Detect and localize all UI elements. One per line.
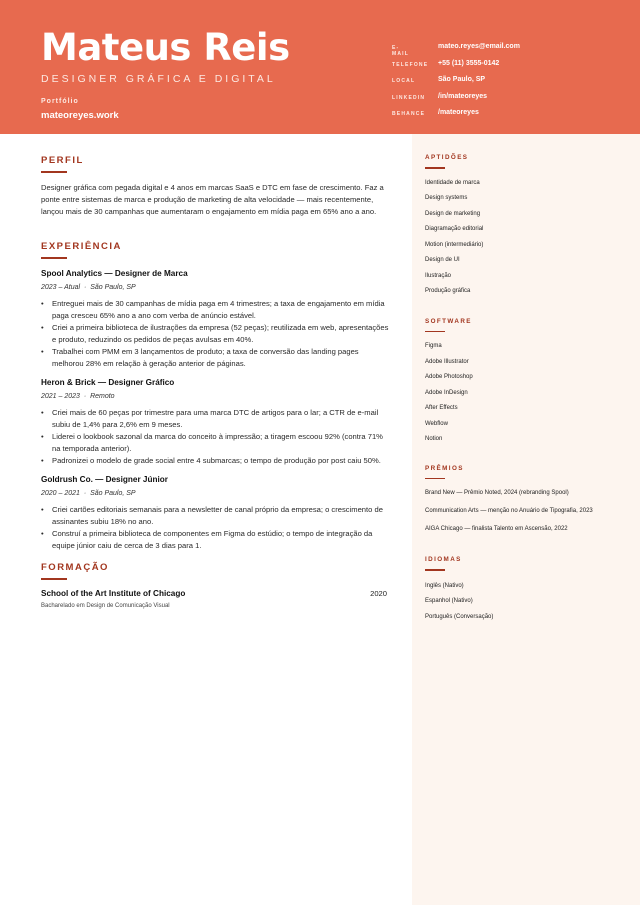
job-bullet: • Entreguei mais de 30 campanhas de mídia paga em 4 trimestres; a taxa de engajamento em mídia paga cresceu 65% ano a ano com verba de anúncio estável.: [41, 299, 385, 320]
language-item: Inglês (Nativo): [425, 582, 464, 589]
job-bullet: • Criei cartões editoriais semanais para a newsletter de canal próprio da empresa; o crescimento de assinantes subiu 18% no ano.: [41, 505, 383, 526]
portfolio-label: Portfólio: [41, 98, 79, 105]
software-list: [425, 343, 625, 452]
skill-item: Motion (intermediário): [425, 241, 484, 248]
skill-item: Produção gráfica: [425, 288, 471, 294]
job-bullets: [41, 298, 389, 370]
job-location: São Paulo, SP: [90, 284, 136, 291]
candidate-name: Mateus Reis: [41, 26, 290, 69]
job-period: 2020 – 2021: [41, 490, 80, 497]
education-school: School of the Art Institute of Chicago: [41, 589, 186, 598]
skills-rule: [425, 167, 445, 169]
education-heading: FORMAÇÃO: [41, 562, 109, 573]
software-item: Webflow: [425, 420, 448, 427]
education-year: 2020: [370, 589, 387, 598]
software-item: After Effects: [425, 405, 458, 411]
profile-text: Designer gráfica com pegada digital e 4 anos em marcas SaaS e DTC em fase de crescimento. Faz a ponte entre sistemas de marca e produção de marketing de alta velocidade — mais recentemente, lançou mais de 30 campanhas que aumentaram o engajamento em mídia paga em 65% ano a ano.: [41, 183, 384, 216]
job-bullets: [41, 504, 389, 552]
skill-item: Diagramação editorial: [425, 226, 484, 232]
job-meta: 2021 – 2023 · Remoto: [41, 393, 115, 400]
profile-heading: PERFIL: [41, 155, 84, 166]
sidebar-content: [425, 134, 625, 629]
contact-label: LINKEDIN: [392, 94, 426, 101]
candidate-role: DESIGNER GRÁFICA E DIGITAL: [41, 73, 276, 85]
language-item: Português (Conversação): [425, 613, 494, 620]
job-meta: 2023 – Atual · São Paulo, SP: [41, 284, 136, 291]
award-item: Brand New — Prêmio Noted, 2024 (rebranding Spool): [425, 490, 569, 496]
job-title: Goldrush Co. — Designer Júnior: [41, 475, 168, 484]
contact-phone[interactable]: +55 (11) 3555-0142: [438, 59, 500, 67]
sidebar: [412, 134, 640, 905]
award-item: Communication Arts — menção no Anuário de Tipografia, 2023: [425, 508, 593, 514]
experience-rule: [41, 257, 67, 259]
contact-location: São Paulo, SP: [438, 76, 486, 84]
software-item: Figma: [425, 343, 442, 349]
software-item: Adobe InDesign: [425, 389, 468, 396]
software-item: Notion: [425, 436, 443, 442]
job-title: Spool Analytics — Designer de Marca: [41, 269, 188, 278]
software-item: Adobe Photoshop: [425, 374, 473, 380]
experience-heading: EXPERIÊNCIA: [41, 241, 122, 252]
contact-label: LOCAL: [392, 78, 416, 85]
skills-list: [425, 180, 625, 304]
awards-rule: [425, 478, 445, 480]
software-heading: SOFTWARE: [425, 317, 472, 325]
job-title: Heron & Brick — Designer Gráfico: [41, 378, 175, 387]
contact-label: BEHANCE: [392, 111, 426, 118]
portfolio-link[interactable]: mateoreyes.work: [41, 110, 119, 121]
contact-label: TELEFONE: [392, 61, 429, 68]
contact-label: E-MAIL: [392, 45, 410, 57]
awards-heading: PRÊMIOS: [425, 464, 464, 472]
job-bullet: • Trabalhei com PMM em 3 lançamentos de produto; a taxa de conversão das landing pages melhorou 28% em relação à geração anterior de páginas.: [41, 347, 359, 368]
job-entry: [41, 378, 389, 467]
languages-heading: IDIOMAS: [425, 556, 462, 563]
job-bullet: • Construí a primeira biblioteca de componentes em Figma do estúdio; o tempo de integração da equipe júnior caiu de cerca de 3 dias para 1.: [41, 529, 373, 550]
contact-behance[interactable]: /mateoreyes: [438, 109, 479, 117]
skill-item: Design de marketing: [425, 210, 481, 217]
job-meta: 2020 – 2021 · São Paulo, SP: [41, 490, 136, 497]
job-entry: [41, 475, 389, 552]
skill-item: Identidade de marca: [425, 179, 480, 186]
profile-rule: [41, 171, 67, 173]
job-entry: [41, 269, 389, 370]
skill-item: Ilustração: [425, 272, 452, 279]
software-item: Adobe Illustrator: [425, 358, 469, 365]
education-degree: Bacharelado em Design de Comunicação Visual: [41, 603, 170, 609]
education-entry: [41, 589, 389, 609]
skill-item: Design de UI: [425, 257, 460, 263]
award-item: AIGA Chicago — finalista Talento em Ascensão, 2022: [425, 526, 568, 532]
job-location: Remoto: [90, 393, 115, 400]
contact-linkedin[interactable]: /in/mateoreyes: [438, 92, 488, 100]
main-column: [41, 134, 389, 609]
job-period: 2023 – Atual: [41, 284, 81, 291]
job-bullet: • Padronizei o modelo de grade social entre 4 submarcas; o tempo de produção por post caiu 50%.: [41, 456, 381, 465]
contact-email[interactable]: mateo.reyes@email.com: [438, 43, 520, 50]
language-item: Espanhol (Nativo): [425, 598, 473, 604]
job-bullet: • Criei a primeira biblioteca de ilustrações da empresa (52 peças); reutilizada em web, apresentações e produto, reduzindo os pedidos de peças avulsas em 40%.: [41, 323, 389, 344]
job-location: São Paulo, SP: [90, 490, 136, 497]
job-period: 2021 – 2023: [41, 393, 80, 400]
job-bullet: • Liderei o lookbook sazonal da marca do conceito à impressão; a tiragem escoou 92% (contra 71% na temporada anterior).: [41, 432, 383, 453]
skills-heading: APTIDÕES: [425, 154, 469, 161]
skill-item: Design systems: [425, 195, 468, 201]
software-rule: [425, 331, 445, 333]
header-banner: [0, 0, 640, 134]
job-bullet: • Criei mais de 60 peças por trimestre para uma marca DTC de artigos para o lar; a CTR de e-mail subiu de 1,4% para 2,6% em 9 meses.: [41, 408, 379, 429]
languages-rule: [425, 569, 445, 571]
job-bullets: [41, 407, 389, 467]
education-rule: [41, 578, 67, 580]
awards-list: [425, 490, 625, 544]
languages-list: [425, 583, 625, 630]
